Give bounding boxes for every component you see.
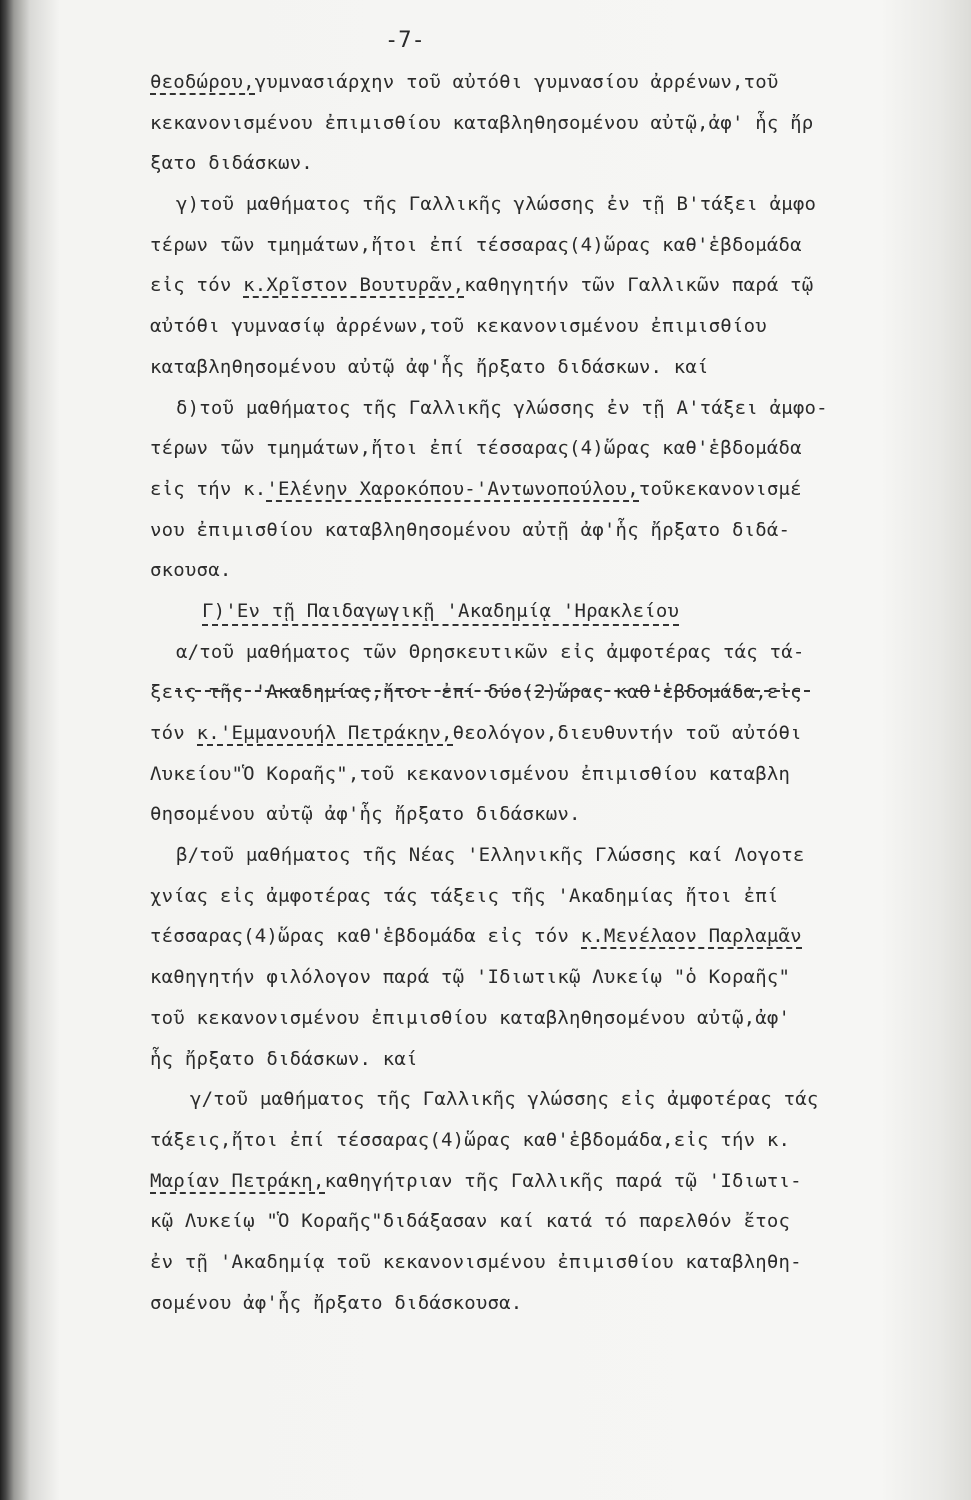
text-run: σκουσα. bbox=[150, 559, 232, 582]
text-run: θησομένου αὐτῷ ἀφ'ἧς ἤρξατο διδάσκων. bbox=[150, 803, 581, 826]
text-line bbox=[150, 1201, 910, 1242]
text-run: εἰς τόν bbox=[150, 274, 244, 297]
paragraph-block-1 bbox=[150, 62, 910, 591]
text-line bbox=[150, 1039, 910, 1080]
text-line bbox=[150, 306, 910, 347]
text-line bbox=[150, 265, 910, 306]
text-run: ξατο διδάσκων. bbox=[150, 152, 313, 175]
text-run: αὐτόθι γυμνασίῳ ἀρρένων,τοῦ κεκανονισμένου ἐπιμισθίου bbox=[150, 315, 767, 338]
text-line bbox=[150, 957, 910, 998]
text-line bbox=[150, 876, 910, 917]
document-body bbox=[150, 62, 910, 1323]
section-heading-text: Γ)'Εν τῇ Παιδαγωγικῇ 'Ακαδημίᾳ 'Ηρακλείου bbox=[202, 600, 679, 626]
text-line bbox=[150, 835, 910, 876]
text-run: κεκανονισμένου ἐπιμισθίου καταβληθησομένου αὐτῷ,ἀφ' ἧς ἤρ bbox=[150, 111, 814, 134]
text-run: καταβληθησομένου αὐτῷ ἀφ'ἧς ἤρξατο διδάσκων. καί bbox=[150, 355, 709, 378]
text-line bbox=[150, 103, 910, 144]
underlined-name: κ.Μενέλαον Παρλαμᾶν bbox=[580, 925, 802, 948]
text-line bbox=[150, 184, 910, 225]
text-line bbox=[150, 62, 910, 103]
text-line bbox=[150, 510, 910, 551]
text-line bbox=[150, 469, 910, 510]
section-heading bbox=[150, 591, 910, 632]
text-run: κῷ Λυκείῳ "Ὁ Κοραῆς"διδάξασαν καί κατά τό παρελθόν ἔτος bbox=[150, 1210, 791, 1233]
text-line bbox=[150, 754, 910, 795]
text-run: καθηγητήν φιλόλογον παρά τῷ 'Ιδιωτικῷ Λυκείῳ "ὁ Κοραῆς" bbox=[150, 966, 791, 989]
text-run: δ)τοῦ μαθήματος τῆς Γαλλικῆς γλώσσης ἐν τῇ Α'τάξει ἀμφο- bbox=[176, 396, 828, 419]
text-line bbox=[150, 550, 910, 591]
text-run: ἐν τῇ 'Ακαδημίᾳ τοῦ κεκανονισμένου ἐπιμισθίου καταβληθη- bbox=[150, 1250, 802, 1273]
text-line bbox=[150, 143, 910, 184]
text-run: β/τοῦ μαθήματος τῆς Νέας 'Ελληνικῆς Γλώσσης καί Λογοτε bbox=[176, 844, 805, 867]
text-run: ἧς ἤρξατο διδάσκων. καί bbox=[150, 1047, 418, 1070]
text-run: ξεις τῆς 'Ακαδημίας,ἤτοι ἐπί δύο(2)ὥρας καθ'ἑβδομάδα,εἰς bbox=[150, 681, 802, 704]
text-run: τοῦ κεκανονισμένου ἐπιμισθίου καταβληθησομένου αὐτῷ,ἀφ' bbox=[150, 1006, 791, 1029]
text-line bbox=[150, 1161, 910, 1202]
underlined-name: κ.Χρῖστον Βουτυρᾶν, bbox=[243, 274, 465, 297]
underlined-name: Μαρίαν Πετράκη, bbox=[150, 1169, 325, 1192]
text-run: τοῦκεκανονισμέ bbox=[638, 477, 802, 500]
text-line bbox=[150, 1283, 910, 1324]
text-run: Λυκείου"Ὁ Κοραῆς",τοῦ κεκανονισμένου ἐπιμισθίου καταβλη bbox=[150, 762, 791, 785]
underlined-name: 'Ελένην Χαροκόπου-'Αντωνοπούλου, bbox=[266, 477, 639, 500]
text-run: γ)τοῦ μαθήματος τῆς Γαλλικῆς γλώσσης ἐν τῇ Β'τάξει ἀμφο bbox=[176, 193, 817, 216]
text-line bbox=[150, 998, 910, 1039]
underlined-name: κ.'Εμμανουήλ Πετράκην, bbox=[196, 722, 453, 744]
text-run: τόν bbox=[150, 722, 197, 744]
text-run: γ/τοῦ μαθήματος τῆς Γαλλικῆς γλώσσης εἰς ἀμφοτέρας τάς bbox=[190, 1088, 819, 1111]
text-line bbox=[150, 388, 910, 429]
text-line bbox=[150, 347, 910, 388]
text-run: τέρων τῶν τμημάτων,ἤτοι ἐπί τέσσαρας(4)ὥρας καθ'ἑβδομάδα bbox=[150, 233, 802, 256]
text-run: γυμνασιάρχην τοῦ αὐτόθι γυμνασίου ἀρρένων,τοῦ bbox=[254, 71, 779, 93]
text-run: θεολόγον,διευθυντήν τοῦ αὐτόθι bbox=[452, 722, 802, 744]
text-run: καθηγήτριαν τῆς Γαλλικῆς παρά τῷ 'Ιδιωτι- bbox=[324, 1169, 802, 1192]
text-line bbox=[150, 428, 910, 469]
text-run: α/τοῦ μαθήματος τῶν Θρησκευτικῶν εἰς ἀμφοτέρας τάς τά- bbox=[176, 640, 805, 663]
text-run: τάξεις,ἤτοι ἐπί τέσσαρας(4)ὥρας καθ'ἑβδομάδα,εἰς τήν κ. bbox=[150, 1128, 791, 1151]
text-run: καθηγητήν τῶν Γαλλικῶν παρά τῷ bbox=[464, 274, 814, 297]
text-run: χνίας εἰς ἀμφοτέρας τάς τάξεις τῆς 'Ακαδημίας ἤτοι ἐπί bbox=[150, 884, 779, 907]
text-run: νου ἐπιμισθίου καταβληθησομένου αὐτῇ ἀφ'ἧς ἤρξατο διδά- bbox=[150, 518, 791, 541]
page-number: -7- bbox=[385, 28, 425, 53]
text-line bbox=[150, 1120, 910, 1161]
text-line bbox=[150, 1079, 910, 1120]
underlined-name: θεοδώρου, bbox=[150, 71, 255, 93]
text-line bbox=[150, 794, 910, 835]
text-run: σομένου ἀφ'ἧς ἤρξατο διδάσκουσα. bbox=[150, 1291, 523, 1314]
text-line bbox=[150, 225, 910, 266]
text-run: τέσσαρας(4)ὥρας καθ'ἑβδομάδα εἰς τόν bbox=[150, 925, 581, 948]
text-line bbox=[150, 632, 910, 673]
text-run: εἰς τήν κ. bbox=[150, 477, 267, 500]
text-line bbox=[150, 672, 910, 713]
text-run: τέρων τῶν τμημάτων,ἤτοι ἐπί τέσσαρας(4)ὥρας καθ'ἑβδομάδα bbox=[150, 437, 802, 460]
heading-underline-rule bbox=[175, 690, 810, 692]
text-line bbox=[150, 916, 910, 957]
paragraph-block-2 bbox=[150, 632, 910, 1324]
text-line bbox=[150, 1242, 910, 1283]
text-line bbox=[150, 713, 910, 754]
